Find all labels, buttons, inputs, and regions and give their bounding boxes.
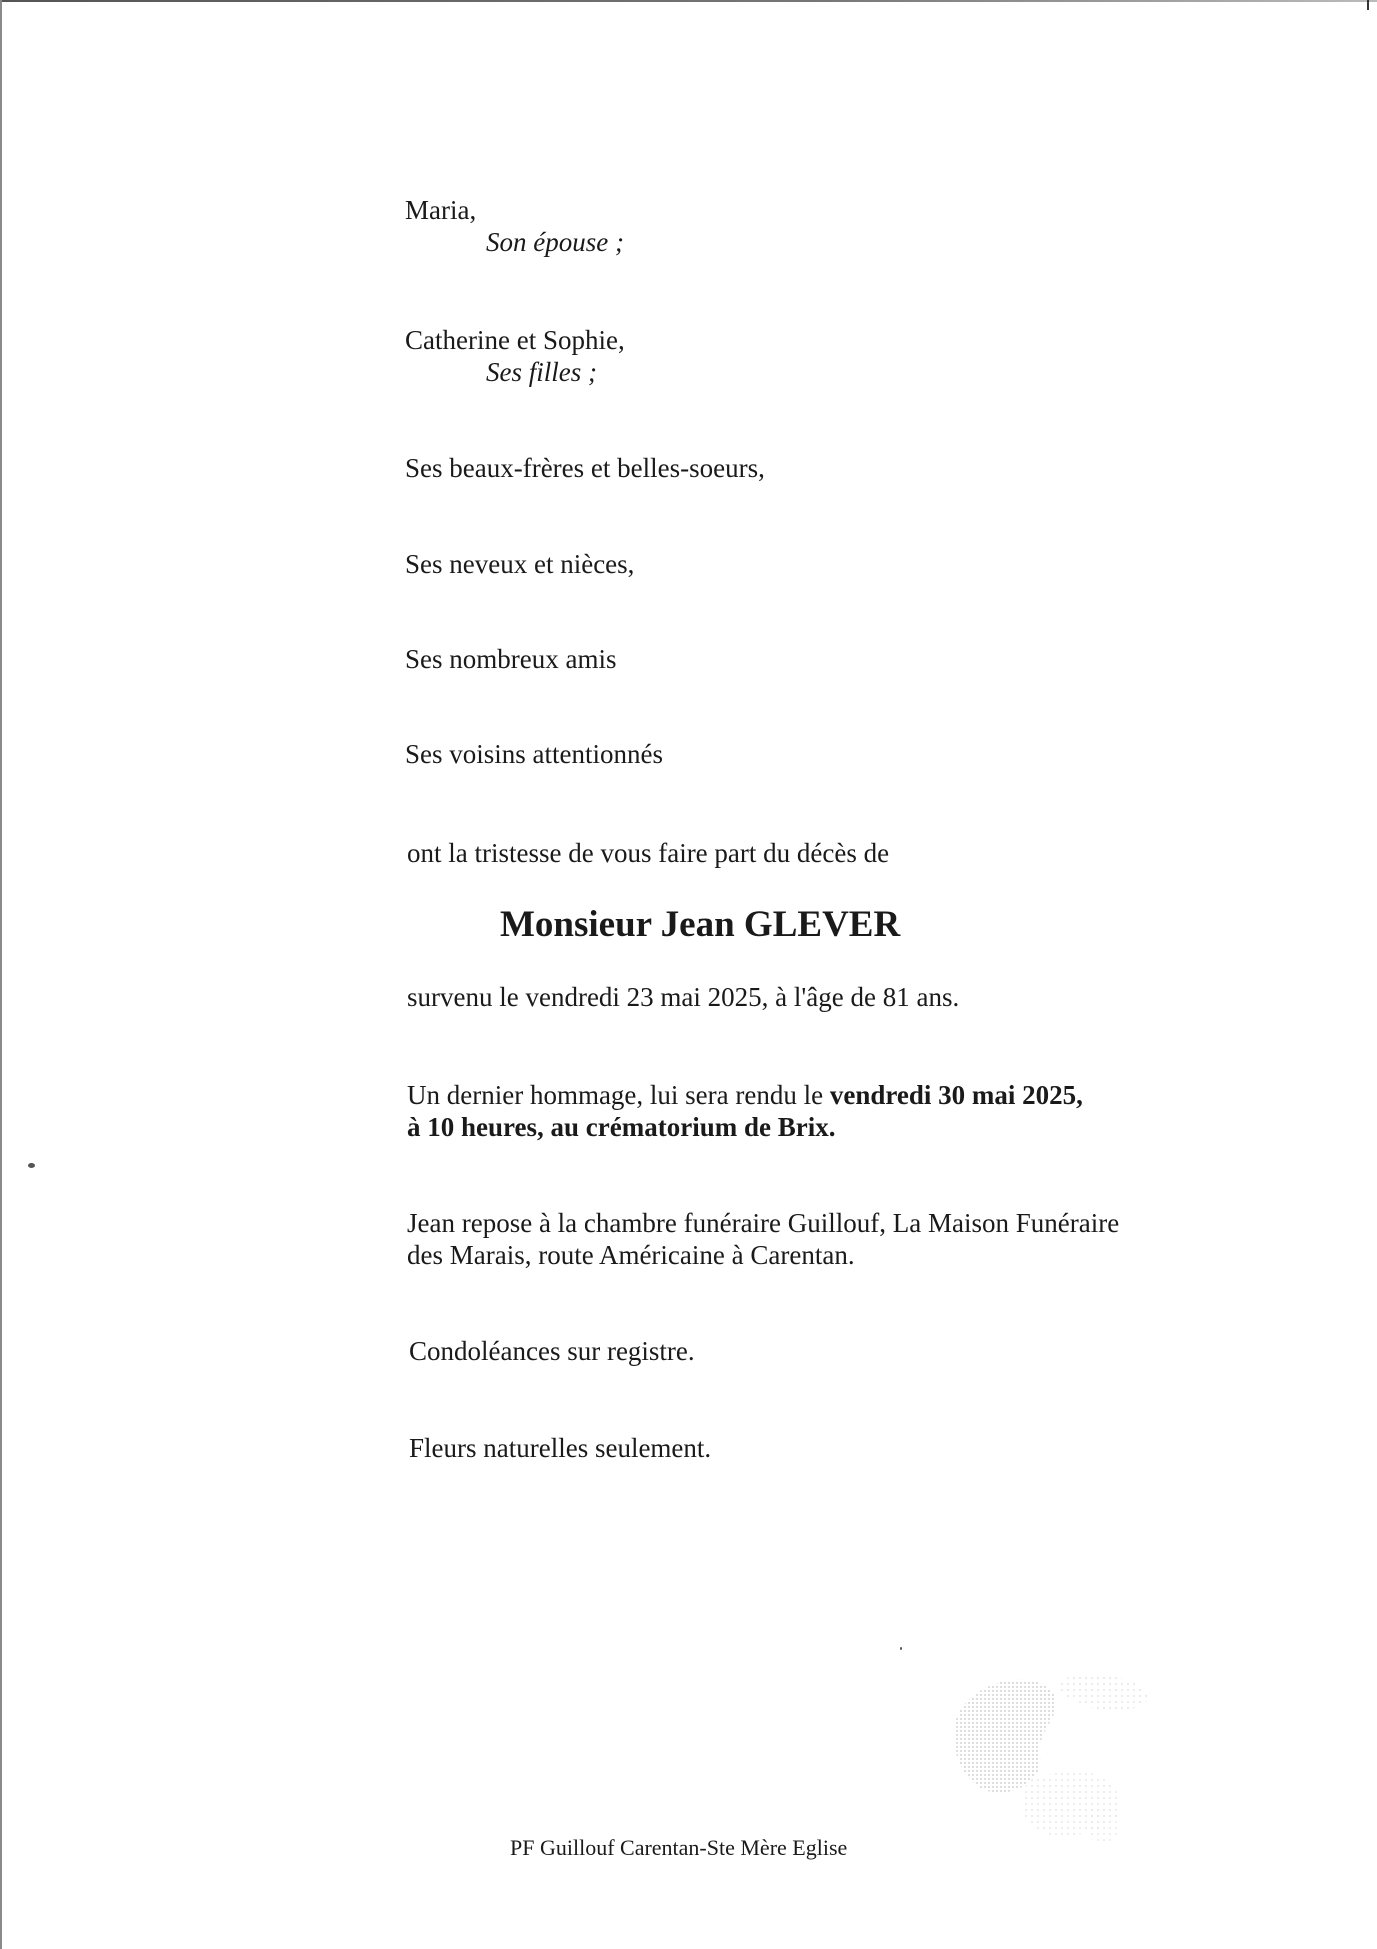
ceremony-time-place: à 10 heures, au crématorium de Brix. — [407, 1112, 836, 1142]
daughters-relation: Ses filles ; — [486, 357, 597, 387]
spouse-name: Maria, — [405, 195, 477, 225]
ceremony-date: vendredi 30 mai 2025, — [829, 1080, 1083, 1110]
flowers-note: Fleurs naturelles seulement. — [409, 1433, 712, 1463]
nephews-line: Ses neveux et nièces, — [405, 549, 635, 579]
in-laws-line: Ses beaux-frères et belles-soeurs, — [405, 453, 765, 483]
scan-edge-left — [0, 0, 2, 1949]
daughters-names: Catherine et Sophie, — [405, 325, 625, 355]
ceremony-line-2 — [407, 1110, 835, 1144]
friends-line: Ses nombreux amis — [405, 644, 617, 674]
ceremony-text: Un dernier hommage, lui sera rendu le — [407, 1080, 830, 1110]
scan-edge-top — [0, 0, 1377, 2]
ceremony-line-1 — [407, 1078, 1083, 1112]
announcement-intro: ont la tristesse de vous faire part du décès de — [407, 838, 890, 868]
spouse-relation: Son épouse ; — [486, 227, 624, 257]
death-details: survenu le vendredi 23 mai 2025, à l'âge de 81 ans. — [407, 982, 960, 1012]
scan-speck — [900, 1647, 902, 1650]
scan-speck — [28, 1163, 35, 1168]
resting-place-line-1: Jean repose à la chambre funéraire Guillouf, La Maison Funéraire — [407, 1208, 1120, 1238]
resting-place-line-2: des Marais, route Américaine à Carentan. — [407, 1240, 855, 1270]
deceased-name: Monsieur Jean GLEVER — [500, 904, 901, 945]
funeral-home-footer: PF Guillouf Carentan-Ste Mère Eglise — [510, 1835, 848, 1860]
funeral-home-stamp — [940, 1670, 1200, 1850]
neighbors-line: Ses voisins attentionnés — [405, 739, 663, 769]
condolences-note: Condoléances sur registre. — [409, 1336, 695, 1366]
scan-corner-mark — [1367, 0, 1369, 10]
